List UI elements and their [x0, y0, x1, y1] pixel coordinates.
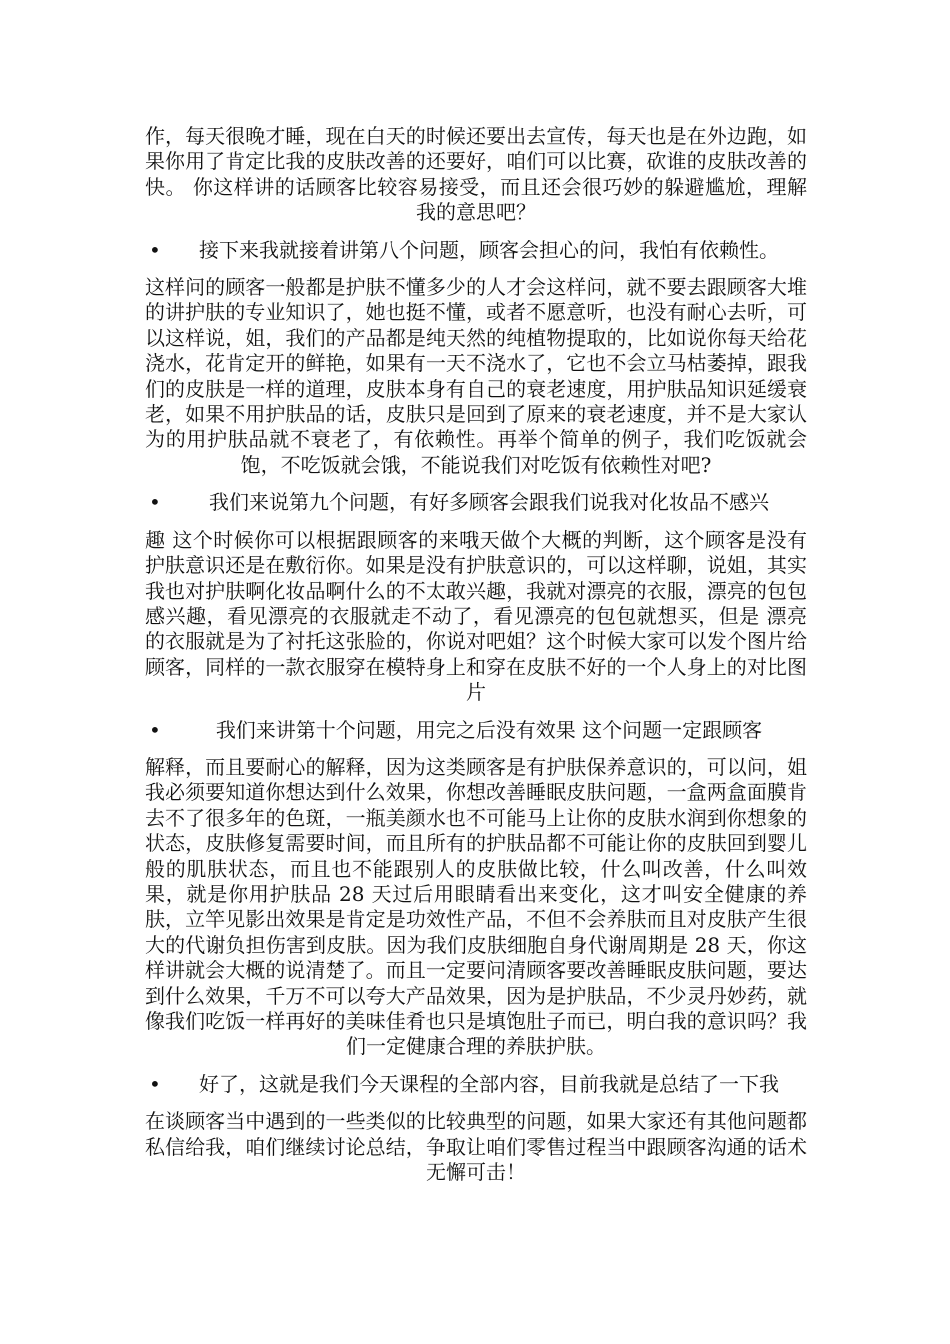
bullet-item-question-8	[145, 238, 807, 263]
bullet-item-question-9	[145, 490, 807, 515]
paragraph-answer-8: 这样问的顾客一般都是护肤不懂多少的人才会这样问，就不要去跟顾客大堆的讲护肤的专业知识了，她也挺不懂，或者不愿意听，也没有耐心去听，可以这样说，姐，我们的产品都是纯天然的纯植物提取的，比如说你每天给花浇水，花肯定开的鲜艳，如果有一天不浇水了，它也不会立马枯萎掉，跟我们的皮肤是一样的道理，皮肤本身有自己的衰老速度，用护肤品知识延缓衰老，如果不用护肤品的话，皮肤只是回到了原来的衰老速度，并不是大家认为的用护肤品就不衰老了，有依赖性。再举个简单的例子，我们吃饭就会饱，不吃饭就会饿，不能说我们对吃饭有依赖性对吧?	[145, 275, 807, 477]
bullet-icon: •	[149, 1071, 161, 1096]
bullet-icon: •	[149, 237, 161, 262]
bullet-item-question-10	[145, 718, 807, 743]
paragraph-answer-10: 解释，而且要耐心的解释，因为这类顾客是有护肤保养意识的，可以问，姐我必须要知道你想达到什么效果，你想改善睡眠皮肤问题，一盒两盒面膜肯去不了很多年的色斑，一瓶美颜水也不可能马上让你的皮肤水润到你想象的状态，皮肤修复需要时间，而且所有的护肤品都不可能让你的皮肤回到婴儿般的肌肤状态，而且也不能跟别人的皮肤做比较，什么叫改善，什么叫效果，就是你用护肤品 28 天过后用眼睛看出来变化，这才叫安全健康的养肤，立竿见影出效果是肯定是功效性产品，不但不会养肤而且对皮肤产生很大的代谢负担伤害到皮肤。因为我们皮肤细胞自身代谢周期是 28 天，你这样讲就会大概的说清楚了。而且一定要问清顾客要改善睡眠皮肤问题，要达到什么效果，千万不可以夸大产品效果，因为是护肤品，不少灵丹妙药，就像我们吃饭一样再好的美味佳肴也只是填饱肚子而已，明白我的意识吗？我们一定健康合理的养肤护肤。	[145, 754, 807, 1059]
paragraph-answer-9: 趣 这个时候你可以根据跟顾客的来哦天做个大概的判断，这个顾客是没有护肤意识还是在敷衍你。如果是没有护肤意识的，可以这样聊，说姐，其实我也对护肤啊化妆品啊什么的不太敢兴趣，我就对漂亮的衣服，漂亮的包包感兴趣，看见漂亮的衣服就走不动了，看见漂亮的包包就想买，但是 漂亮的衣服就是为了衬托这张脸的，你说对吧姐？这个时候大家可以发个图片给顾客，同样的一款衣服穿在模特身上和穿在皮肤不好的一个人身上的对比图片	[145, 527, 807, 705]
bullet-text: 我们来讲第十个问题，用完之后没有效果 这个问题一定跟顾客	[215, 717, 763, 742]
document-body	[145, 124, 807, 1185]
bullet-text: 接下来我就接着讲第八个问题，顾客会担心的问，我怕有依赖性。	[199, 237, 779, 262]
bullet-item-summary	[145, 1072, 807, 1097]
bullet-text: 我们来说第九个问题，有好多顾客会跟我们说我对化妆品不感兴	[209, 490, 769, 515]
bullet-text: 好了，这就是我们今天课程的全部内容，目前我就是总结了一下我	[199, 1071, 779, 1096]
bullet-icon: •	[149, 717, 161, 742]
paragraph-summary: 在谈顾客当中遇到的一些类似的比较典型的问题，如果大家还有其他问题都私信给我，咱们继续讨论总结，争取让咱们零售过程当中跟顾客沟通的话术无懈可击！	[145, 1109, 807, 1185]
paragraph-continuation: 作，每天很晚才睡，现在白天的时候还要出去宣传，每天也是在外边跑，如果你用了肯定比我的皮肤改善的还要好，咱们可以比赛，砍谁的皮肤改善的快。 你这样讲的话顾客比较容易接受，而且还会很巧妙的躲避尴尬，理解我的意思吧？	[145, 124, 807, 225]
bullet-icon: •	[149, 490, 161, 515]
